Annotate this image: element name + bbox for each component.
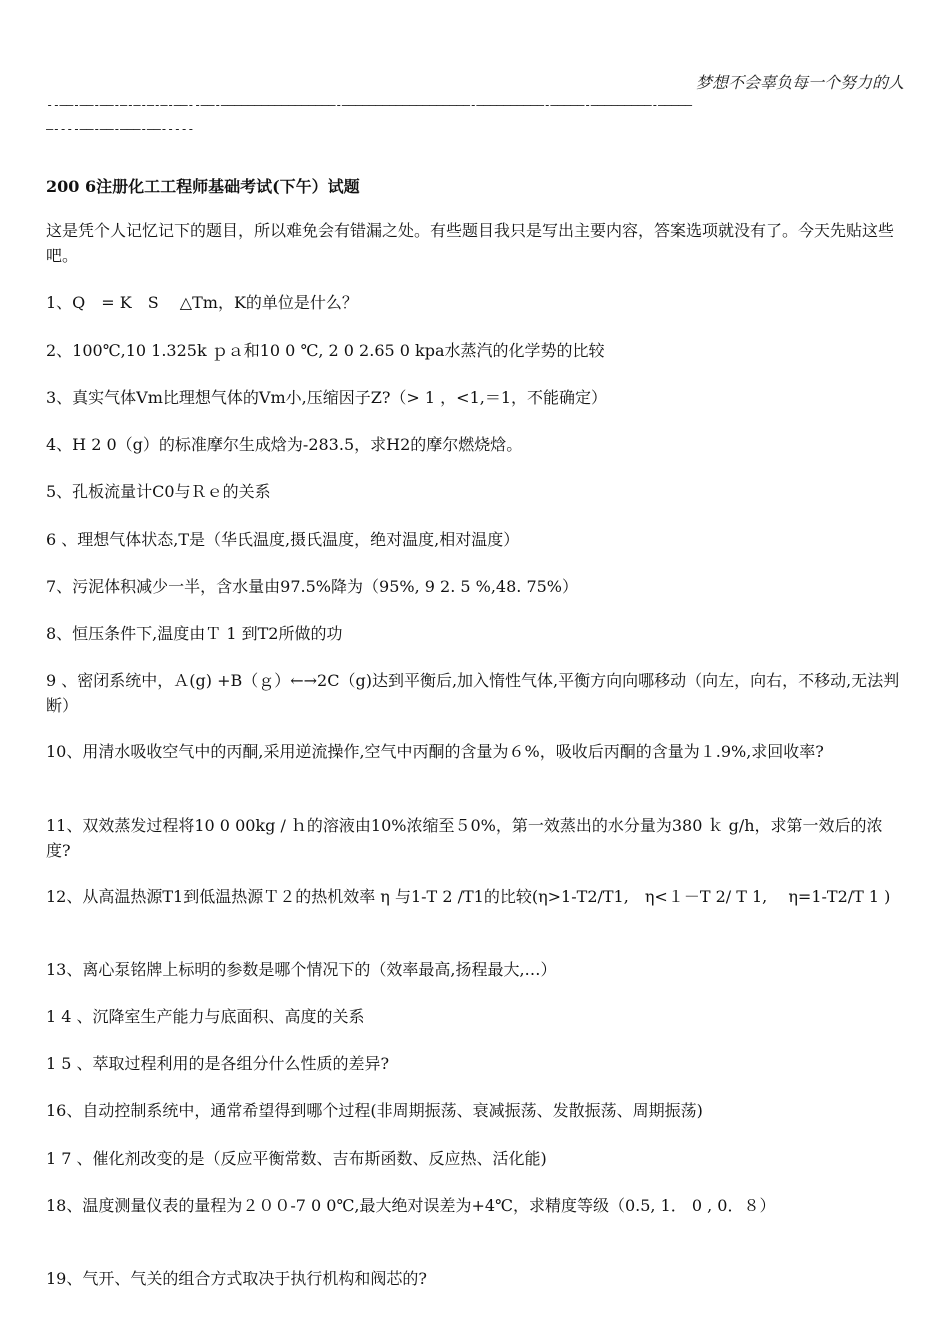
question-11: 11、双效蒸发过程将10 0 00kg / ｈ的溶液由10%浓缩至５0%，第一效蒸出的水分量为380 ｋ g/h，求第一效后的浓度? [46,816,883,860]
question-7: 7、污泥体积减少一半，含水量由97.5%降为（95%, 9 2. 5 %,48. 75%） [46,577,579,596]
separator-line-2: —----——-——-———-——----- [46,122,194,136]
question-9: 9 、密闭系统中，Ａ(g) +B（ｇ）←→2C（g)达到平衡后,加入惰性气体,平衡方向向哪移动（向左，向右，不移动,无法判断） [46,671,900,715]
question-19: 19、气开、气关的组合方式取决于执行机构和阀芯的? [46,1269,427,1288]
header-motto: 梦想不会辜负每一个努力的人 [695,73,904,92]
question-16: 16、自动控制系统中，通常希望得到哪个过程(非周期振荡、衰减振荡、发散振荡、周期振荡) [46,1101,703,1120]
question-10: 10、用清水吸收空气中的丙酮,采用逆流操作,空气中丙酮的含量为６%，吸收后丙酮的含量为１.9%,求回收率? [46,742,824,761]
intro-paragraph: 这是凭个人记忆记下的题目，所以难免会有错漏之处。有些题目我只是写出主要内容，答案选项就没有了。今天先贴这些吧。 [46,221,895,265]
question-18: 18、温度测量仪表的量程为２００-7 0 0℃,最大绝对误差为+4℃，求精度等级（0.5, 1． 0 , 0．８） [46,1196,776,1215]
question-6: 6 、理想气体状态,T是（华氏温度,摄氏温度，绝对温度,相对温度） [46,530,520,549]
question-17: 1 7 、催化剂改变的是（反应平衡常数、吉布斯函数、反应热、活化能) [46,1149,547,1168]
question-1: 1、Q = K S △Tm，K的单位是什么？ [46,293,358,312]
question-4: 4、H 2 0（g）的标准摩尔生成焓为-283.5，求H2的摩尔燃烧焓。 [46,435,523,454]
separator-line-1: --——-——-——-—-—-—-—-——--——-—————————————————-———————————————————-——————————-—————-—————————-————— [46,98,692,112]
question-15: 1 5 、萃取过程利用的是各组分什么性质的差异? [46,1054,390,1073]
question-2: 2、100℃,10 1.325k ｐａ和10 0 ℃, 2 0 2.65 0 kpa水蒸汽的化学势的比较 [46,341,605,360]
question-12: 12、从高温热源T1到低温热源Ｔ２的热机效率 η 与1-T 2 /T1的比较(η>1-T2/T1, η<１－T 2/ T 1, η=1-T2/T 1 ) [46,887,891,906]
question-5: 5、孔板流量计C0与Ｒｅ的关系 [46,482,271,501]
question-13: 13、离心泵铭牌上标明的参数是哪个情况下的（效率最高,扬程最大,…） [46,960,557,979]
question-8: 8、恒压条件下,温度由Ｔ 1 到T2所做的功 [46,624,343,643]
question-14: 1 4 、沉降室生产能力与底面积、高度的关系 [46,1007,365,1026]
question-3: 3、真实气体Vm比理想气体的Vm小,压缩因子Z?（> 1 ，<1,＝1，不能确定） [46,388,608,407]
document-title: 200 6注册化工工程师基础考试(下午）试题 [46,177,360,196]
